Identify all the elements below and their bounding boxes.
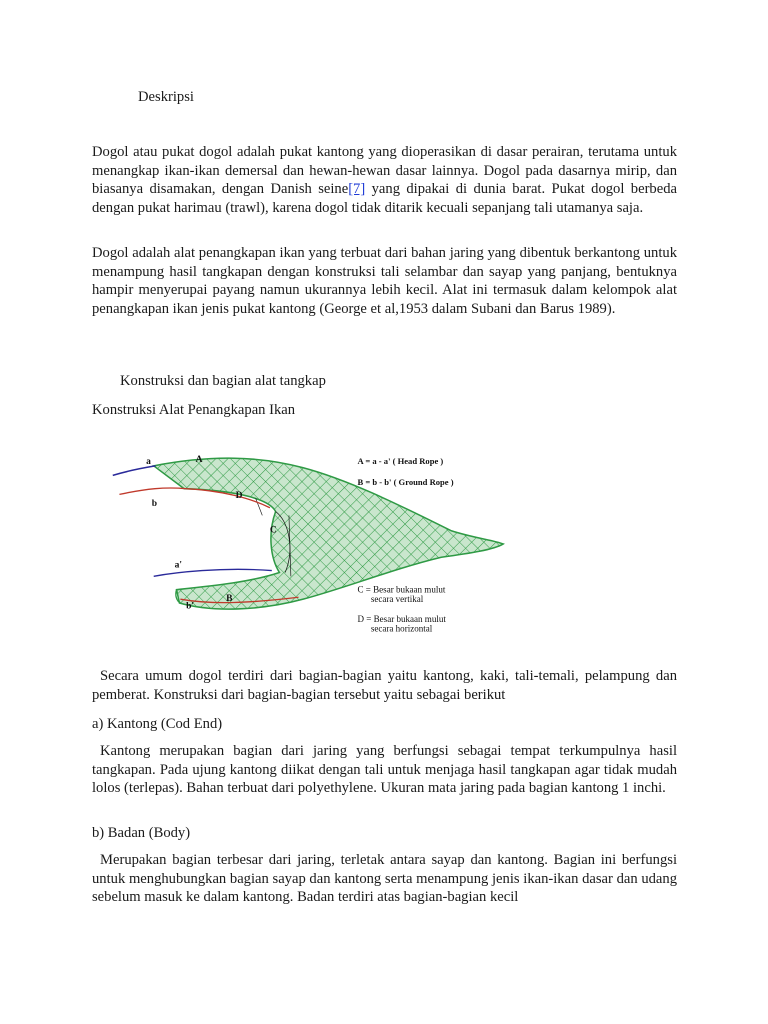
section-title: Deskripsi: [138, 89, 194, 105]
paragraph-components: Secara umum dogol terdiri dari bagian-bagian yaitu kantong, kaki, tali-temali, pelampung dan pemberat. Konstruksi dari bagian-bagian tersebut yaitu sebagai berikut: [92, 668, 677, 703]
net-construction-diagram: [108, 440, 508, 645]
legend-c-line2: secara vertikal: [370, 594, 424, 605]
label-B: B: [226, 594, 233, 605]
label-A: A: [195, 455, 203, 466]
paragraph-body: Merupakan bagian terbesar dari jaring, terletak antara sayap dan kantong. Bagian ini berfungsi untuk menghubungkan bagian sayap dan kantong serta menampung jenis ikan-ikan dasar dan udang sebelum masuk ke dalam kantong. Badan terdiri atas bagian-bagian kecil: [92, 852, 677, 905]
paragraph-description: Dogol adalah alat penangkapan ikan yang terbuat dari bahan jaring yang dibentuk berkantong untuk menampung hasil tangkapan dengan konstruksi tali selambar dan sayap yang panjang, bentuknya hampir menyerupai payang namun ukurannya lebih kecil. Alat ini termasuk dalam kelompok alat penangkapan ikan jenis pukat kantong (George et al,1953 dalam Subani dan Barus 1989).: [92, 245, 677, 317]
label-b-prime: b': [186, 601, 195, 612]
legend-d-line1: D = Besar bukaan mulut: [357, 614, 446, 625]
subheading-body: b) Badan (Body): [92, 825, 191, 841]
label-a: a: [146, 456, 151, 467]
legend-c-line1: C = Besar bukaan mulut: [357, 584, 446, 595]
paragraph-definition-text: Dogol atau pukat dogol adalah pukat kantong yang dioperasikan di dasar perairan, terutama untuk menangkap ikan-ikan demersal dan hewan-hewan dasar lainnya. Dogol pada dasarnya mirip, dan biasanya disamakan, dengan Danish seine: [92, 144, 677, 197]
label-D: D: [235, 491, 243, 502]
heading-construction: Konstruksi dan bagian alat tangkap: [120, 373, 326, 389]
paragraph-cod-end: Kantong merupakan bagian dari jaring yang berfungsi sebagai tempat terkumpulnya hasil tangkapan. Pada ujung kantong diikat dengan tali untuk menjaga hasil tangkapan agar tidak mudah lolos (terlepas). Bahan terbuat dari polyethylene. Ukuran mata jaring pada bagian kantong 1 inchi.: [92, 743, 677, 796]
label-b: b: [151, 498, 158, 509]
head-rope-lower: [154, 569, 272, 576]
heading-figure: Konstruksi Alat Penangkapan Ikan: [92, 402, 296, 418]
label-a-prime: a': [174, 560, 183, 571]
legend-head-rope: A = a - a' ( Head Rope ): [357, 455, 444, 466]
legend-d-line2: secara horizontal: [370, 623, 433, 634]
legend-ground-rope: B = b - b' ( Ground Rope ): [357, 476, 454, 487]
subheading-cod-end: a) Kantong (Cod End): [92, 716, 223, 732]
label-C: C: [269, 525, 277, 536]
paragraph-definition-text-cont: yang dipakai di dunia barat. Pukat dogol berbeda dengan pukat harimau (trawl), karena dogol tidak ditarik kecuali sepanjang tali utamanya saja.: [92, 181, 677, 216]
head-rope-upper: [113, 466, 156, 476]
reference-link-7[interactable]: [7]: [348, 181, 366, 197]
paragraph-definition: [92, 143, 677, 217]
